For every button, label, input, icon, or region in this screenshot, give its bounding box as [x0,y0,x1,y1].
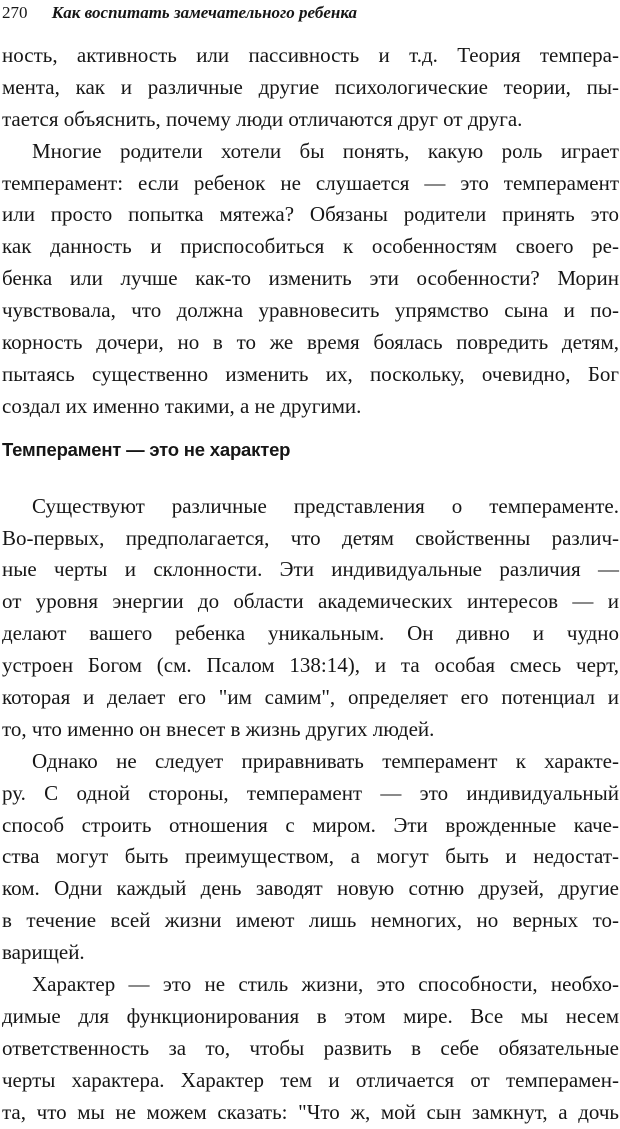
text-line: Характер — это не стиль жизни, это способности, необхо- [32,972,619,997]
paragraph [2,969,619,1128]
text-line: та, что мы не можем сказать: "Что ж, мой сын замкнут, а дочь [2,1099,619,1124]
text-line: ответственность за то, чтобы развить в себе обязательные [2,1035,619,1060]
text-line: ком. Одни каждый день заводят новую сотню друзей, другие [2,876,619,901]
text-line: ства могут быть преимуществом, а могут быть и недостат- [2,844,619,869]
text-line: мента, как и различные другие психологические теории, пы- [2,74,619,99]
text-line: корность дочери, но в то же время боялась повредить детям, [2,330,619,355]
body-text [2,40,619,1129]
paragraph [2,746,619,969]
text-line: которая и делает его "им самим", определяет его потенциал и [2,685,619,710]
text-line: ные черты и склонности. Эти индивидуальные различия — [2,557,619,582]
text-line: пытаясь существенно изменить их, поскольку, очевидно, Бог [2,361,619,386]
text-line: создал их именно такими, а не другими. [2,393,362,418]
paragraph [2,491,619,746]
text-line: Существуют различные представления о темпераменте. [32,493,619,518]
text-line: в течение всей жизни имеют лишь немногих, но верных то- [2,908,619,933]
text-line: способ строить отношения с миром. Эти врожденные каче- [2,812,619,837]
text-line: тается объяснить, почему люди отличаются друг от друга. [2,106,523,131]
text-line: варищей. [2,940,85,965]
text-line: темперамент: если ребенок не слушается — это темперамент [2,170,619,195]
paragraph [2,136,619,423]
text-line: бенка или лучше как-то изменить эти особенности? Морин [2,266,619,291]
text-line: Многие родители хотели бы понять, какую роль играет [32,138,619,163]
text-line: ру. С одной стороны, темперамент — это индивидуальный [2,780,619,805]
running-head [2,2,357,24]
text-line: Однако не следует приравнивать темперамент к характе- [32,748,619,773]
text-line: димые для функционирования в этом мире. Все мы несем [2,1003,619,1028]
book-title: Как воспитать замечательного ребенка [51,3,358,22]
text-line: черты характера. Характер тем и отличается от темперамен- [2,1067,619,1092]
text-line: или просто попытка мятежа? Обязаны родители принять это [2,202,619,227]
text-line: как данность и приспособиться к особенностям своего ре- [2,234,619,259]
text-line: устроен Богом (см. Псалом 138:14), и та особая смесь черт, [2,653,619,678]
text-line: ность, активность или пассивность и т.д. Теория темпера- [2,43,619,67]
text-line: Во-первых, предполагается, что детям свойственны различ- [2,525,619,550]
text-line: от уровня энергии до области академических интересов — и [2,589,619,614]
text-line: то, что именно он внесет в жизнь других людей. [2,716,435,741]
page-number: 270 [2,3,28,22]
text-line: делают вашего ребенка уникальным. Он дивно и чудно [2,621,619,646]
paragraph [2,40,619,136]
text-line: чувствовала, что должна уравновесить упрямство сына и по- [2,298,619,323]
section-heading: Темперамент — это не характер [2,438,291,460]
